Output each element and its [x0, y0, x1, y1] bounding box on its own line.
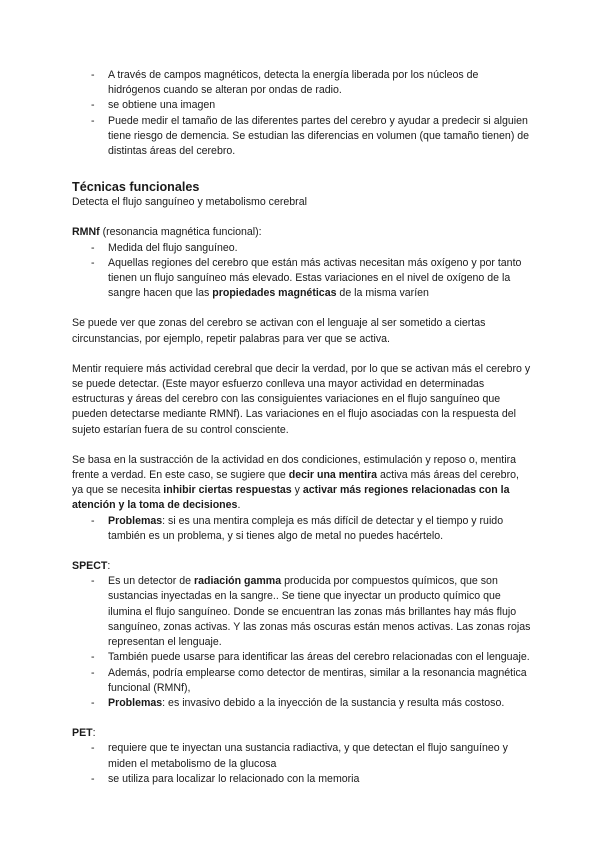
bold-span: propiedades magnéticas	[212, 287, 337, 300]
list-item	[72, 514, 532, 544]
text-span: : si es una mentira compleja es más difícil de detectar y el tiempo y ruido también es un problema, y si tienes algo de metal no puedes hacértelo.	[108, 514, 504, 542]
list-item	[72, 574, 532, 650]
paragraph-language: Se puede ver que zonas del cerebro se activan con el lenguaje al ser sometido a ciertas circunstancias, por ejemplo, repetir palabras para ver que se activa.	[72, 317, 486, 345]
bold-span: decir una mentira	[288, 469, 378, 482]
spect-label: SPECT	[72, 560, 108, 573]
spect-title	[72, 559, 532, 574]
text-span: Se basa en la sustracción de la actividad en dos condiciones, estimulación y reposo o, mentira frente a verdad. En este caso, se sugiere que	[72, 453, 517, 482]
paragraph-subtraction	[72, 453, 532, 514]
text-span: :	[92, 727, 96, 740]
bold-span: inhibir ciertas respuestas	[163, 484, 292, 497]
text-span: : es invasivo debido a la inyección de la sustancia y resulta más costoso.	[162, 696, 505, 709]
list-item: - También puede usarse para identificar las áreas del cerebro relacionadas con el lenguaje.	[72, 650, 532, 665]
text-span: y	[291, 484, 303, 497]
text-span: Es un detector de	[108, 575, 194, 588]
list-item: - se utiliza para localizar lo relacionado con la memoria	[72, 772, 532, 787]
rmnf-label: RMNf	[72, 226, 100, 239]
rmnf-title	[72, 225, 532, 240]
text-span: .	[237, 499, 241, 512]
list-item: - A través de campos magnéticos, detecta la energía liberada por los núcleos de hidrógenos cuando se alteran por ondas de radio.	[72, 68, 532, 98]
document-page	[72, 68, 532, 787]
list-item: - Medida del flujo sanguíneo.	[72, 241, 532, 256]
spect-list	[72, 574, 532, 711]
rmnf-label-rest: (resonancia magnética funcional):	[99, 226, 262, 239]
text-span: de la misma varíen	[336, 287, 429, 300]
list-item	[72, 696, 532, 711]
problems-list	[72, 514, 532, 544]
bold-span: activar más regiones relacionadas con la atención y la toma de decisiones	[72, 484, 510, 512]
list-item	[72, 256, 532, 302]
bold-span: Problemas	[108, 514, 163, 527]
pet-label: PET	[72, 727, 93, 740]
text-span: Aquellas regiones del cerebro que están más activas necesitan más oxígeno y por tanto tienen un flujo sanguíneo más elevado. Estas variaciones en el nivel de oxígeno de la sangre hacen que las	[108, 256, 522, 300]
pet-title	[72, 726, 532, 741]
list-item: - Puede medir el tamaño de las diferentes partes del cerebro y ayudar a predecir si alguien tiene riesgo de demencia. Se estudian las diferencias en volumen (que tamaño tienen) de distintas áreas del cerebro.	[72, 114, 532, 160]
intro-list	[72, 68, 532, 159]
bold-span: Problemas	[108, 696, 163, 709]
list-item: - requiere que te inyectan una sustancia radiactiva, y que detectan el flujo sanguíneo y miden el metabolismo de la glucosa	[72, 741, 532, 771]
paragraph-lying: Mentir requiere más actividad cerebral que decir la verdad, por lo que se activan más el cerebro y se puede detectar. (Este mayor esfuerzo conlleva una mayor actividad en determinadas estructuras y áreas del cerebro con las consiguientes variaciones en el flujo sanguíneo que pueden detectarse mediante RMNf). Las variaciones en el flujo asociadas con la respuesta del sujeto estarían fuera de su control consciente.	[72, 362, 531, 436]
section-heading-functional: Técnicas funcionales	[72, 180, 200, 195]
list-item: - se obtiene una imagen	[72, 98, 532, 113]
text-span: :	[107, 560, 111, 573]
bold-span: radiación gamma	[193, 575, 282, 588]
section-subheading: Detecta el flujo sanguíneo y metabolismo cerebral	[72, 196, 307, 209]
pet-list	[72, 741, 532, 787]
text-span: activa más áreas del cerebro, ya que se necesita	[72, 469, 519, 497]
text-span: producida por compuestos químicos, que son sustancias inyectadas en la sangre.. Se tiene que inyectar un producto químico que ilumina el flujo sanguíneo. Donde se encuentran las zonas más brillantes hay más flujo sanguíneo, zonas activas. Y las zonas más oscuras están menos activas. Las zonas rojas representan el lenguaje.	[108, 575, 531, 649]
rmnf-list	[72, 241, 532, 302]
list-item: - Además, podría emplearse como detector de mentiras, similar a la resonancia magnética funcional (RMNf),	[72, 666, 532, 696]
